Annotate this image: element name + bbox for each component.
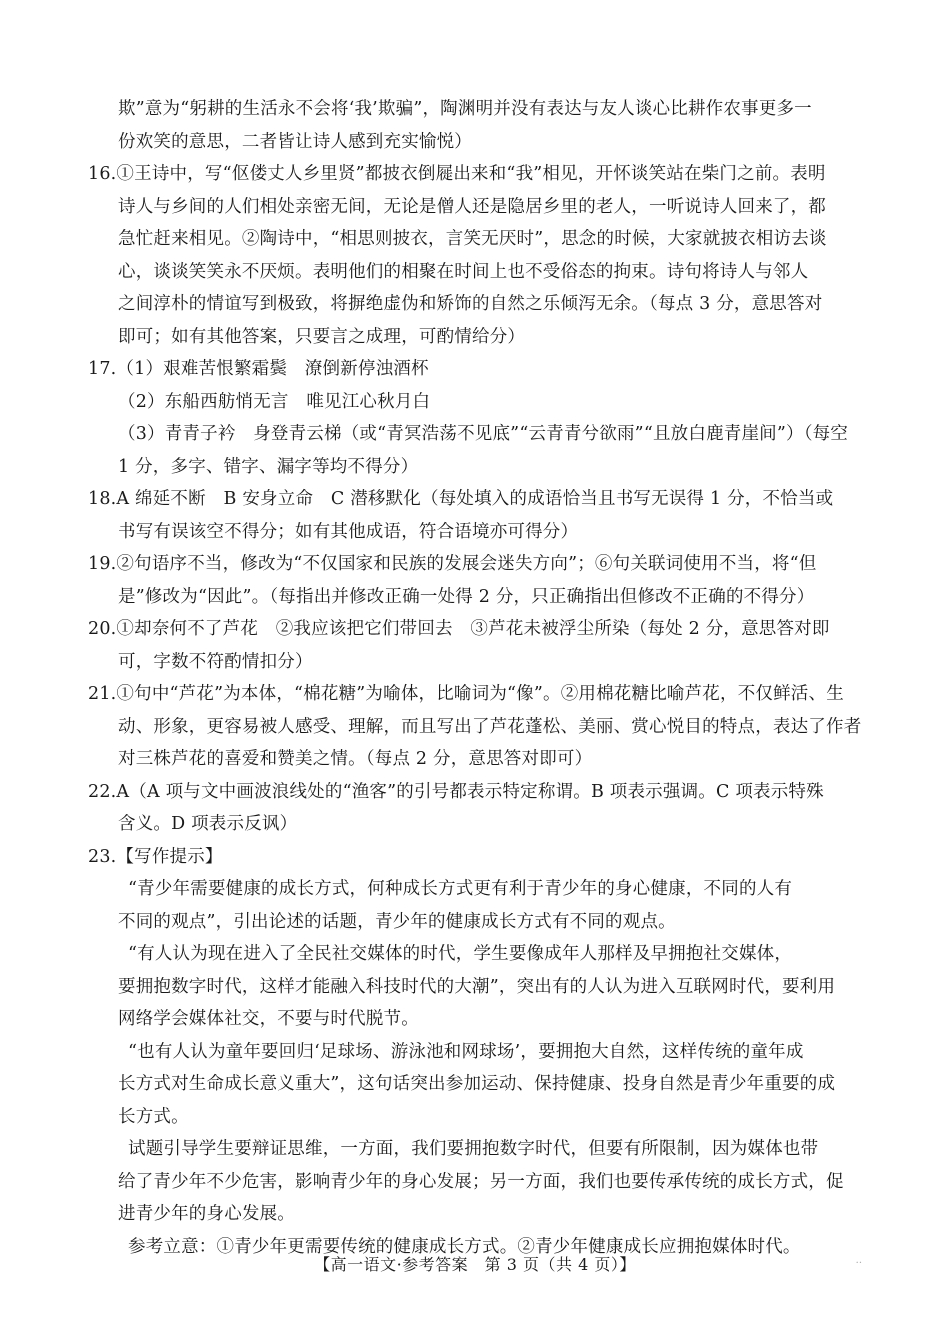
corner-mark: ·· bbox=[855, 1258, 862, 1269]
text-line: “青少年需要健康的成长方式，何种成长方式更有利于青少年的身心健康，不同的人有 bbox=[128, 879, 793, 899]
text-line: （3）青青子衿 身登青云梯（或“青冥浩荡不见底”“云青青兮欲雨”“且放白鹿青崖间”）（每空 bbox=[118, 424, 849, 444]
text-line: 诗人与乡间的人们相处亲密无间，无论是僧人还是隐居乡里的老人，一听说诗人回来了，都 bbox=[118, 196, 826, 217]
text-line: 20.①却奈何不了芦花 ②我应该把它们带回去 ③芦花未被浮尘所染（每处 2 分，意思答对即 bbox=[88, 619, 830, 639]
text-line: 书写有误该空不得分；如有其他成语，符合语境亦可得分） bbox=[118, 521, 579, 542]
text-line: 心，谈谈笑笑永不厌烦。表明他们的相聚在时间上也不受俗态的拘束。诗句将诗人与邻人 bbox=[118, 261, 809, 282]
text-line: 1 分，多字、错字、漏字等均不得分） bbox=[118, 456, 419, 477]
text-line: 之间淳朴的情谊写到极致，将摒绝虚伪和矫饰的自然之乐倾泻无余。（每点 3 分，意思答对 bbox=[118, 294, 823, 314]
text-line: “有人认为现在进入了全民社交媒体的时代，学生要像成年人那样及早拥抱社交媒体， bbox=[128, 944, 793, 964]
text-line: （2）东船西舫悄无言 唯见江心秋月白 bbox=[118, 391, 431, 412]
text-line: 动、形象，更容易被人感受、理解，而且写出了芦花蓬松、美丽、赏心悦目的特点，表达了作者 bbox=[118, 716, 862, 737]
text-line: 参考立意：①青少年更需要传统的健康成长方式。②青少年健康成长应拥抱媒体时代。 bbox=[128, 1236, 801, 1257]
text-line: 可，字数不符酌情扣分） bbox=[118, 651, 313, 672]
text-line: 21.①句中“芦花”为本体，“棉花糖”为喻体，比喻词为“像”。②用棉花糖比喻芦花，不仅鲜活、生 bbox=[88, 684, 844, 704]
text-line: 17.（1）艰难苦恨繁霜鬓 潦倒新停浊酒杯 bbox=[88, 359, 429, 379]
text-line: 不同的观点”，引出论述的话题，青少年的健康成长方式有不同的观点。 bbox=[118, 911, 676, 932]
text-line: 含义。D 项表示反讽） bbox=[118, 814, 298, 834]
text-line: 试题引导学生要辩证思维，一方面，我们要拥抱数字时代，但要有所限制，因为媒体也带 bbox=[128, 1139, 819, 1159]
text-line: 长方式对生命成长意义重大”，这句话突出参加运动、保持健康、投身自然是青少年重要的成 bbox=[118, 1074, 836, 1094]
text-line: 16.①王诗中，写“伛偻丈人乡里贤”都披衣倒屣出来和“我”相见，开怀谈笑站在柴门之前。表明 bbox=[88, 164, 826, 184]
text-line: 对三株芦花的喜爱和赞美之情。（每点 2 分，意思答对即可） bbox=[118, 749, 593, 769]
text-line: 给了青少年不少危害，影响青少年的身心发展；另一方面，我们也要传承传统的成长方式，促 bbox=[118, 1171, 844, 1192]
text-line: 18.A 绵延不断 B 安身立命 C 潜移默化（每处填入的成语恰当且书写无误得 1 分，不恰当或 bbox=[88, 489, 834, 509]
text-line: 急忙赶来相见。②陶诗中，“相思则披衣，言笑无厌时”，思念的时候，大家就披衣相访去谈 bbox=[118, 229, 827, 249]
text-line: 进青少年的身心发展。 bbox=[118, 1204, 295, 1224]
text-line: 份欢笑的意思，二者皆让诗人感到充实愉悦） bbox=[118, 131, 472, 152]
text-line: 是”修改为“因此”。（每指出并修改正确一处得 2 分，只正确指出但修改不正确的不得分） bbox=[118, 586, 815, 607]
text-line: 23.【写作提示】 bbox=[88, 846, 223, 867]
answer-content bbox=[88, 93, 878, 1263]
text-line: 即可；如有其他答案，只要言之成理，可酌情给分） bbox=[118, 326, 526, 347]
text-line: 22.A（A 项与文中画波浪线处的“渔客”的引号都表示特定称谓。B 项表示强调。C 项表示特殊 bbox=[88, 781, 824, 802]
text-line: “也有人认为童年要回归‘足球场、游泳池和网球场’，要拥抱大自然，这样传统的童年成 bbox=[128, 1041, 804, 1062]
text-line: 19.②句语序不当，修改为“不仅国家和民族的发展会迷失方向”；⑥句关联词使用不当，将“但 bbox=[88, 554, 817, 574]
text-line: 网络学会媒体社交，不要与时代脱节。 bbox=[118, 1009, 419, 1029]
page-footer: 【高一语文·参考答案 第 3 页（共 4 页）】 bbox=[314, 1255, 636, 1274]
text-line: 要拥抱数字时代，这样才能融入科技时代的大潮”，突出有的人认为进入互联网时代，要利用 bbox=[118, 976, 836, 997]
text-line: 欺”意为“躬耕的生活永不会将‘我’欺骗”，陶渊明并没有表达与友人谈心比耕作农事更多一 bbox=[118, 99, 812, 119]
text-line: 长方式。 bbox=[118, 1106, 189, 1127]
